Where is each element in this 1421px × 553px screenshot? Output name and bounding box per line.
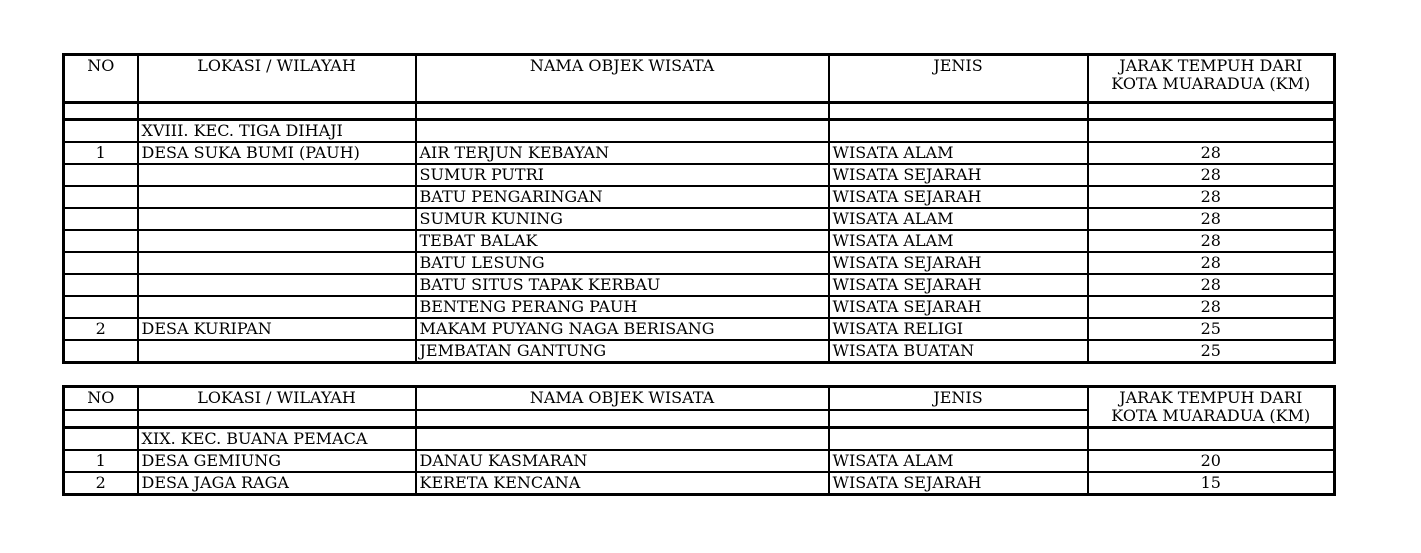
cell-no	[64, 274, 138, 296]
table-row	[64, 164, 1335, 186]
cell-jenis: WISATA SEJARAH	[829, 164, 1088, 186]
col-header-lokasi: LOKASI / WILAYAH	[138, 387, 416, 411]
cell-nama: BATU PENGARINGAN	[416, 186, 829, 208]
cell-jarak: 28	[1088, 186, 1335, 208]
cell-nama: MAKAM PUYANG NAGA BERISANG	[416, 318, 829, 340]
cell-jarak: 28	[1088, 296, 1335, 318]
cell-lokasi	[138, 164, 416, 186]
empty-cell	[64, 103, 138, 120]
cell-jenis: WISATA RELIGI	[829, 318, 1088, 340]
table-row	[64, 472, 1335, 495]
tourism-table-tiga-dihaji	[62, 53, 1336, 364]
cell-lokasi: DESA GEMIUNG	[138, 450, 416, 472]
cell-jenis: WISATA SEJARAH	[829, 296, 1088, 318]
cell-jarak: 20	[1088, 450, 1335, 472]
cell-nama: BATU LESUNG	[416, 252, 829, 274]
cell-lokasi	[138, 230, 416, 252]
cell-no	[64, 208, 138, 230]
spacer-row	[64, 103, 1335, 120]
cell-lokasi: DESA KURIPAN	[138, 318, 416, 340]
cell-no: 1	[64, 450, 138, 472]
cell-nama	[416, 120, 829, 143]
cell-no: 2	[64, 472, 138, 495]
cell-lokasi: DESA JAGA RAGA	[138, 472, 416, 495]
cell-jarak	[1088, 120, 1335, 143]
cell-jarak	[1088, 428, 1335, 451]
empty-cell	[829, 103, 1088, 120]
table-header-row	[64, 387, 1335, 411]
table-row	[64, 186, 1335, 208]
cell-no: 1	[64, 142, 138, 164]
cell-lokasi: DESA SUKA BUMI (PAUH)	[138, 142, 416, 164]
tourism-table-buana-pemaca	[62, 385, 1336, 496]
cell-lokasi	[138, 340, 416, 363]
cell-nama: AIR TERJUN KEBAYAN	[416, 142, 829, 164]
col-header-jarak-line1: JARAK TEMPUH DARI	[1119, 56, 1303, 75]
section-row	[64, 120, 1335, 143]
cell-jenis	[829, 120, 1088, 143]
col-header-no: NO	[64, 387, 138, 411]
empty-cell	[416, 410, 829, 428]
cell-jenis: WISATA SEJARAH	[829, 472, 1088, 495]
empty-cell	[1088, 103, 1335, 120]
col-header-nama: NAMA OBJEK WISATA	[416, 55, 829, 103]
cell-jenis: WISATA ALAM	[829, 208, 1088, 230]
cell-jarak: 28	[1088, 208, 1335, 230]
cell-nama: JEMBATAN GANTUNG	[416, 340, 829, 363]
cell-no	[64, 186, 138, 208]
cell-nama	[416, 428, 829, 451]
col-header-jarak-line2: KOTA MUARADUA (KM)	[1111, 74, 1311, 94]
table-row	[64, 340, 1335, 363]
empty-cell	[138, 410, 416, 428]
table-row	[64, 450, 1335, 472]
cell-jenis: WISATA BUATAN	[829, 340, 1088, 363]
section-label: XIX. KEC. BUANA PEMACA	[138, 428, 416, 451]
cell-lokasi	[138, 186, 416, 208]
cell-jenis: WISATA SEJARAH	[829, 274, 1088, 296]
cell-jenis: WISATA SEJARAH	[829, 252, 1088, 274]
cell-nama: SUMUR KUNING	[416, 208, 829, 230]
cell-jarak: 28	[1088, 164, 1335, 186]
section-label: XVIII. KEC. TIGA DIHAJI	[138, 120, 416, 143]
cell-jarak: 28	[1088, 142, 1335, 164]
table-row	[64, 252, 1335, 274]
empty-cell	[416, 103, 829, 120]
cell-jenis: WISATA ALAM	[829, 230, 1088, 252]
table-row	[64, 318, 1335, 340]
cell-jarak: 28	[1088, 252, 1335, 274]
col-header-jarak-line1: JARAK TEMPUH DARI	[1119, 387, 1303, 407]
cell-no	[64, 120, 138, 143]
table-header-row	[64, 55, 1335, 103]
cell-jarak: 25	[1088, 340, 1335, 363]
table-row	[64, 142, 1335, 164]
cell-lokasi	[138, 252, 416, 274]
cell-lokasi	[138, 296, 416, 318]
cell-lokasi	[138, 274, 416, 296]
cell-nama: DANAU KASMARAN	[416, 450, 829, 472]
cell-jarak: 28	[1088, 274, 1335, 296]
table-row	[64, 274, 1335, 296]
cell-nama: SUMUR PUTRI	[416, 164, 829, 186]
empty-cell	[138, 103, 416, 120]
table-row	[64, 296, 1335, 318]
cell-nama: BENTENG PERANG PAUH	[416, 296, 829, 318]
col-header-no: NO	[64, 55, 138, 103]
cell-no	[64, 230, 138, 252]
cell-jarak: 25	[1088, 318, 1335, 340]
col-header-jarak	[1088, 387, 1335, 428]
col-header-jarak	[1088, 55, 1335, 103]
cell-nama: KERETA KENCANA	[416, 472, 829, 495]
table-row	[64, 208, 1335, 230]
cell-jenis	[829, 428, 1088, 451]
col-header-jenis: JENIS	[829, 387, 1088, 411]
cell-jarak: 15	[1088, 472, 1335, 495]
empty-cell	[829, 410, 1088, 428]
cell-jarak: 28	[1088, 230, 1335, 252]
document-page	[62, 53, 1333, 496]
col-header-nama: NAMA OBJEK WISATA	[416, 387, 829, 411]
cell-no	[64, 428, 138, 451]
cell-lokasi	[138, 208, 416, 230]
cell-jenis: WISATA ALAM	[829, 142, 1088, 164]
col-header-lokasi: LOKASI / WILAYAH	[138, 55, 416, 103]
cell-no	[64, 340, 138, 363]
cell-jenis: WISATA SEJARAH	[829, 186, 1088, 208]
cell-no	[64, 296, 138, 318]
cell-jenis: WISATA ALAM	[829, 450, 1088, 472]
col-header-jarak-line2: KOTA MUARADUA (KM)	[1111, 406, 1311, 425]
table-row	[64, 230, 1335, 252]
section-row	[64, 428, 1335, 451]
cell-no	[64, 164, 138, 186]
empty-cell	[64, 410, 138, 428]
cell-no: 2	[64, 318, 138, 340]
cell-nama: TEBAT BALAK	[416, 230, 829, 252]
cell-nama: BATU SITUS TAPAK KERBAU	[416, 274, 829, 296]
col-header-jenis: JENIS	[829, 55, 1088, 103]
cell-no	[64, 252, 138, 274]
